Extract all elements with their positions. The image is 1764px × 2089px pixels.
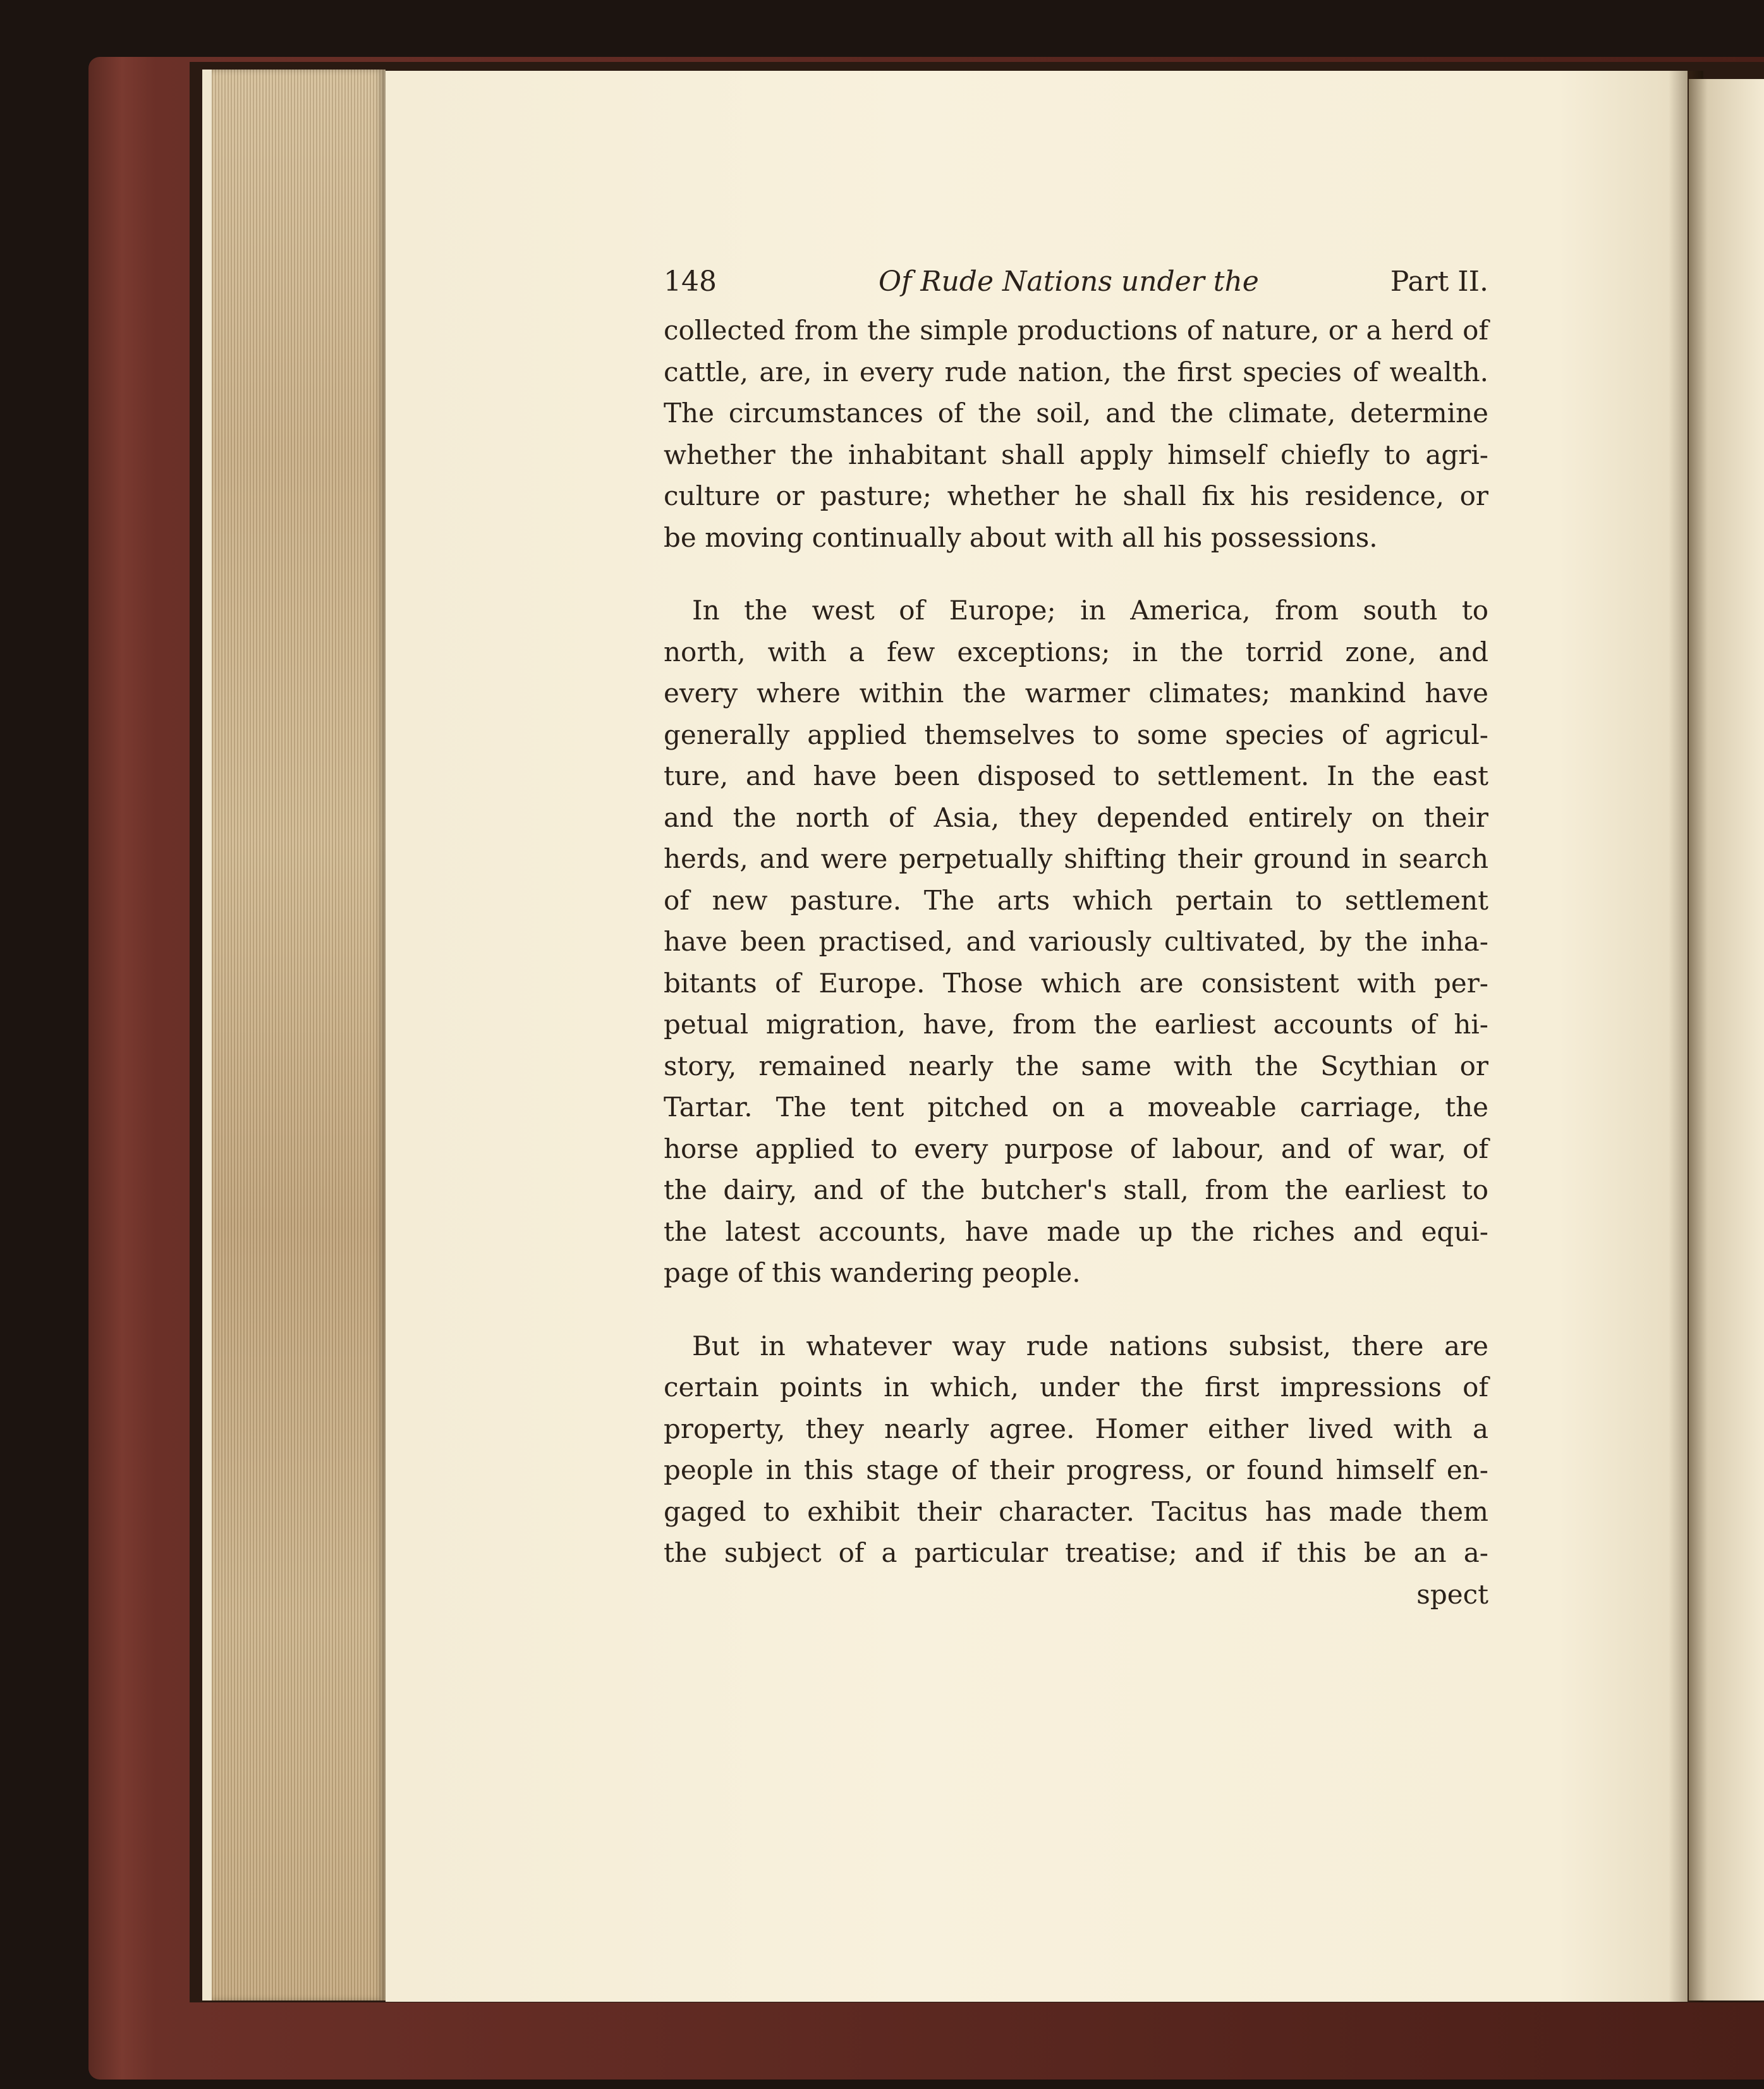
text-line: herds, and were perpetually shifting their ground in search — [664, 843, 1488, 874]
running-head — [664, 265, 1488, 310]
text-line: petual migration, have, from the earliest accounts of hi- — [664, 1009, 1488, 1040]
text-line: certain points in which, under the first impressions of — [664, 1372, 1488, 1403]
text-line: and the north of Asia, they depended entirely on their — [664, 801, 1488, 833]
text-line: have been practised, and variously cultivated, by the inha- — [664, 926, 1488, 957]
text-line: property, they nearly agree. Homer either lived with a — [664, 1413, 1488, 1444]
page-edge-gap — [202, 70, 212, 2001]
text-line: cattle, are, in every rude nation, the first species of wealth. — [664, 356, 1488, 387]
catchword: spect — [1416, 1578, 1488, 1610]
text-line: every where within the warmer climates; mankind have — [664, 678, 1488, 709]
text-line: generally applied themselves to some species of agricul- — [664, 719, 1488, 750]
text-line: the subject of a particular treatise; and if this be an a- — [664, 1537, 1488, 1568]
text-line: be moving continually about with all his possessions. — [664, 521, 1378, 553]
text-line: people in this stage of their progress, or found himself en- — [664, 1454, 1488, 1485]
running-title: Of Rude Nations under the — [879, 265, 1259, 298]
facing-page — [1689, 79, 1764, 2001]
text-line: horse applied to every purpose of labour, and of war, of — [664, 1133, 1488, 1164]
text-line: collected from the simple productions of nature, or a herd of — [664, 315, 1488, 346]
page-block-edge — [212, 70, 386, 2001]
paragraph-1 — [664, 310, 1488, 558]
page-number: 148 — [664, 265, 717, 298]
text-line: page of this wandering people. — [664, 1257, 1081, 1288]
text-line: whether the inhabitant shall apply himself chiefly to agri- — [664, 439, 1488, 470]
text-line: ture, and have been disposed to settlement. In the east — [664, 760, 1488, 791]
text-line: The circumstances of the soil, and the climate, determine — [664, 398, 1488, 429]
text-line: gaged to exhibit their character. Tacitus has made them — [664, 1495, 1488, 1527]
text-line: story, remained nearly the same with the Scythian or — [664, 1050, 1488, 1081]
paragraph-3 — [664, 1325, 1488, 1574]
text-line: culture or pasture; whether he shall fix his residence, or — [664, 480, 1488, 511]
text-line: of new pasture. The arts which pertain to settlement — [664, 884, 1488, 916]
text-line: bitants of Europe. Those which are consistent with per- — [664, 967, 1488, 999]
text-line: But in whatever way rude nations subsist, there are — [692, 1330, 1488, 1361]
text-line: north, with a few exceptions; in the torrid zone, and — [664, 636, 1488, 667]
text-line: Tartar. The tent pitched on a moveable carriage, the — [664, 1092, 1488, 1123]
text-line: the latest accounts, have made up the riches and equi- — [664, 1215, 1488, 1247]
text-line: the dairy, and of the butcher's stall, from the earliest to — [664, 1174, 1488, 1205]
text-block — [664, 265, 1488, 1615]
paragraph-2 — [664, 590, 1488, 1294]
text-line: In the west of Europe; in America, from south to — [692, 595, 1488, 626]
part-label: Part II. — [1390, 265, 1488, 298]
